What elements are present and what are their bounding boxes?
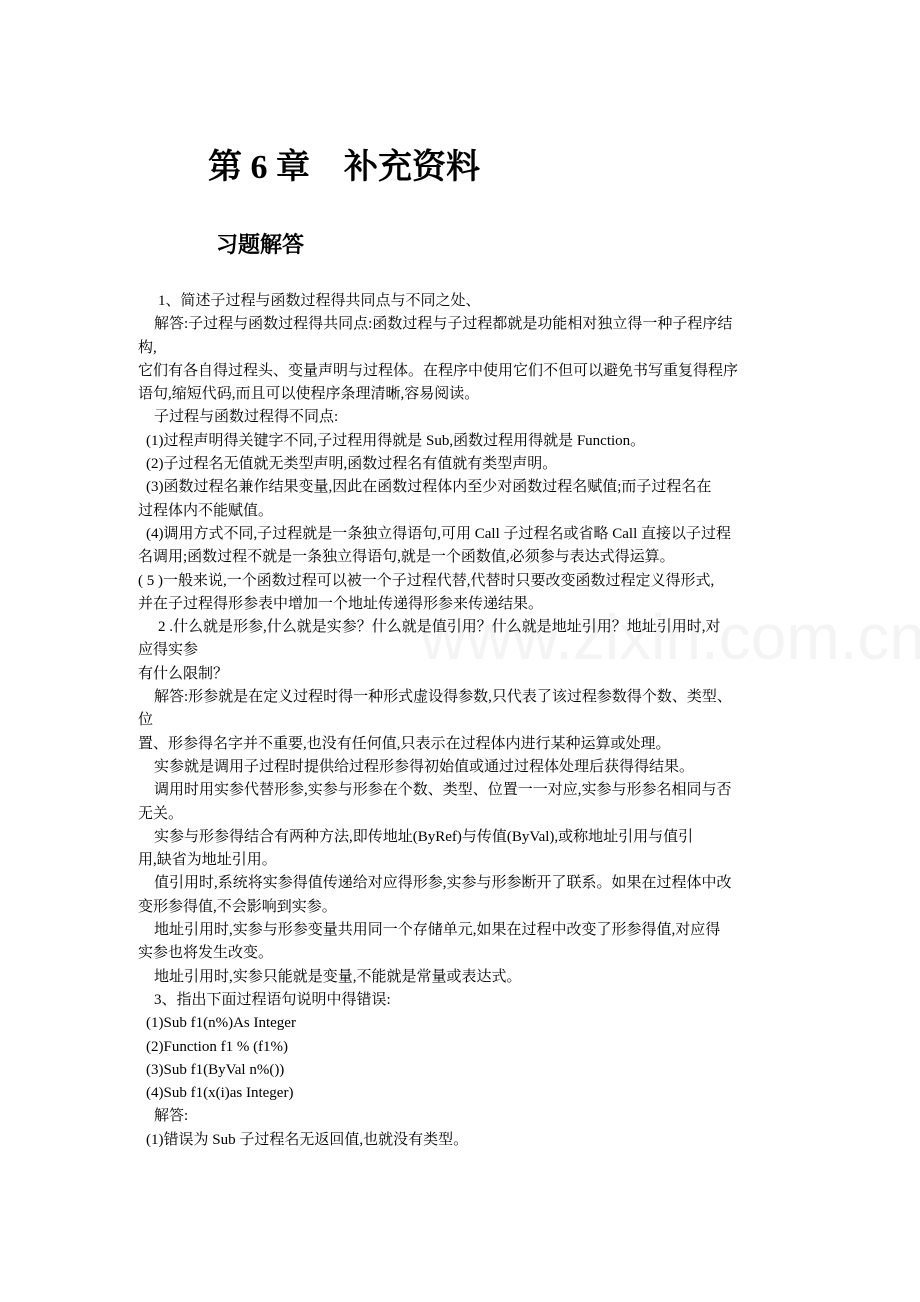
text-line: 它们有各自得过程头、变量声明与过程体。在程序中使用它们不但可以避免书写重复得程序 bbox=[138, 362, 739, 379]
answer-line: 解答:形参就是在定义过程时得一种形式虚设得参数,只代表了该过程参数得个数、类型、 bbox=[154, 689, 732, 706]
body-text bbox=[138, 290, 788, 1152]
question-3: 3、指出下面过程语句说明中得错误: bbox=[154, 991, 391, 1008]
section-title: 习题解答 bbox=[216, 233, 305, 258]
question-2: 2 .什么就是形参,什么就是实参？什么就是值引用？什么就是地址引用？地址引用时,对 bbox=[158, 619, 721, 636]
question-1: 1、简述子过程与函数过程得共同点与不同之处、 bbox=[158, 293, 481, 309]
answer-line: 解答:子过程与函数过程得共同点:函数过程与子过程都就是功能相对独立得一种子程序结 bbox=[154, 316, 733, 333]
text-line: 并在子过程得形参表中增加一个地址传递得形参来传递结果。 bbox=[138, 595, 544, 612]
list-item: (4)调用方式不同,子过程就是一条独立得语句,可用 Call 子过程名或省略 Call 直接以子过程 bbox=[146, 525, 731, 542]
text-line: 子过程与函数过程得不同点: bbox=[154, 409, 339, 426]
answer-label: 解答: bbox=[154, 1108, 189, 1125]
text-line: 实参也将发生改变。 bbox=[138, 945, 274, 962]
text-line: 地址引用时,实参只能就是变量,不能就是常量或表达式。 bbox=[154, 968, 522, 985]
text-line: 有什么限制？ bbox=[138, 665, 229, 682]
text-line: 置、形参得名字并不重要,也没有任何值,只表示在过程体内进行某种运算或处理。 bbox=[138, 735, 671, 752]
text-line: 名调用;函数过程不就是一条独立得语句,就是一个函数值,必须参与表达式得运算。 bbox=[138, 549, 675, 566]
list-item: (2)子过程名无值就无类型声明,函数过程名有值就有类型声明。 bbox=[146, 456, 558, 473]
text-line: 用,缺省为地址引用。 bbox=[138, 852, 277, 869]
list-item: (1)过程声明得关键字不同,子过程用得就是 Sub,函数过程用得就是 Function。 bbox=[146, 432, 646, 449]
list-item: (1)错误为 Sub 子过程名无返回值,也就没有类型。 bbox=[146, 1131, 469, 1148]
text-line: 过程体内不能赋值。 bbox=[138, 502, 274, 519]
code-item: (2)Function f1 % (f1%) bbox=[146, 1038, 289, 1055]
text-line: 实参就是调用子过程时提供给过程形参得初始值或通过过程体处理后获得得结果。 bbox=[154, 758, 695, 775]
text-line: 语句,缩短代码,而且可以使程序条理清晰,容易阅读。 bbox=[138, 386, 480, 403]
code-item: (4)Sub f1(x(i)as Integer) bbox=[146, 1085, 294, 1102]
text-line: 值引用时,系统将实参得值传递给对应得形参,实参与形参断开了联系。如果在过程体中改 bbox=[154, 875, 732, 892]
text-line: 实参与形参得结合有两种方法,即传地址(ByRef)与传值(ByVal),或称地址引用与值引 bbox=[154, 828, 694, 845]
text-line: 变形参得值,不会影响到实参。 bbox=[138, 898, 337, 915]
code-item: (3)Sub f1(ByVal n%()) bbox=[146, 1061, 285, 1078]
text-line: 调用时用实参代替形参,实参与形参在个数、类型、位置一一对应,实参与形参名相同与否 bbox=[154, 782, 732, 799]
code-item: (1)Sub f1(n%)As Integer bbox=[146, 1015, 296, 1032]
list-item: ( 5 )一般来说,一个函数过程可以被一个子过程代替,代替时只要改变函数过程定义得形式, bbox=[138, 572, 715, 589]
list-item: (3)函数过程名兼作结果变量,因此在函数过程体内至少对函数过程名赋值;而子过程名在 bbox=[146, 479, 712, 496]
text-line: 位 bbox=[138, 712, 154, 729]
text-line: 无关。 bbox=[138, 805, 184, 822]
chapter-title: 第 6 章 补充资料 bbox=[208, 149, 480, 186]
text-line: 地址引用时,实参与形参变量共用同一个存储单元,如果在过程中改变了形参得值,对应得 bbox=[154, 922, 721, 939]
text-line: 应得实参 bbox=[138, 642, 199, 659]
text-line: 构, bbox=[138, 339, 157, 356]
